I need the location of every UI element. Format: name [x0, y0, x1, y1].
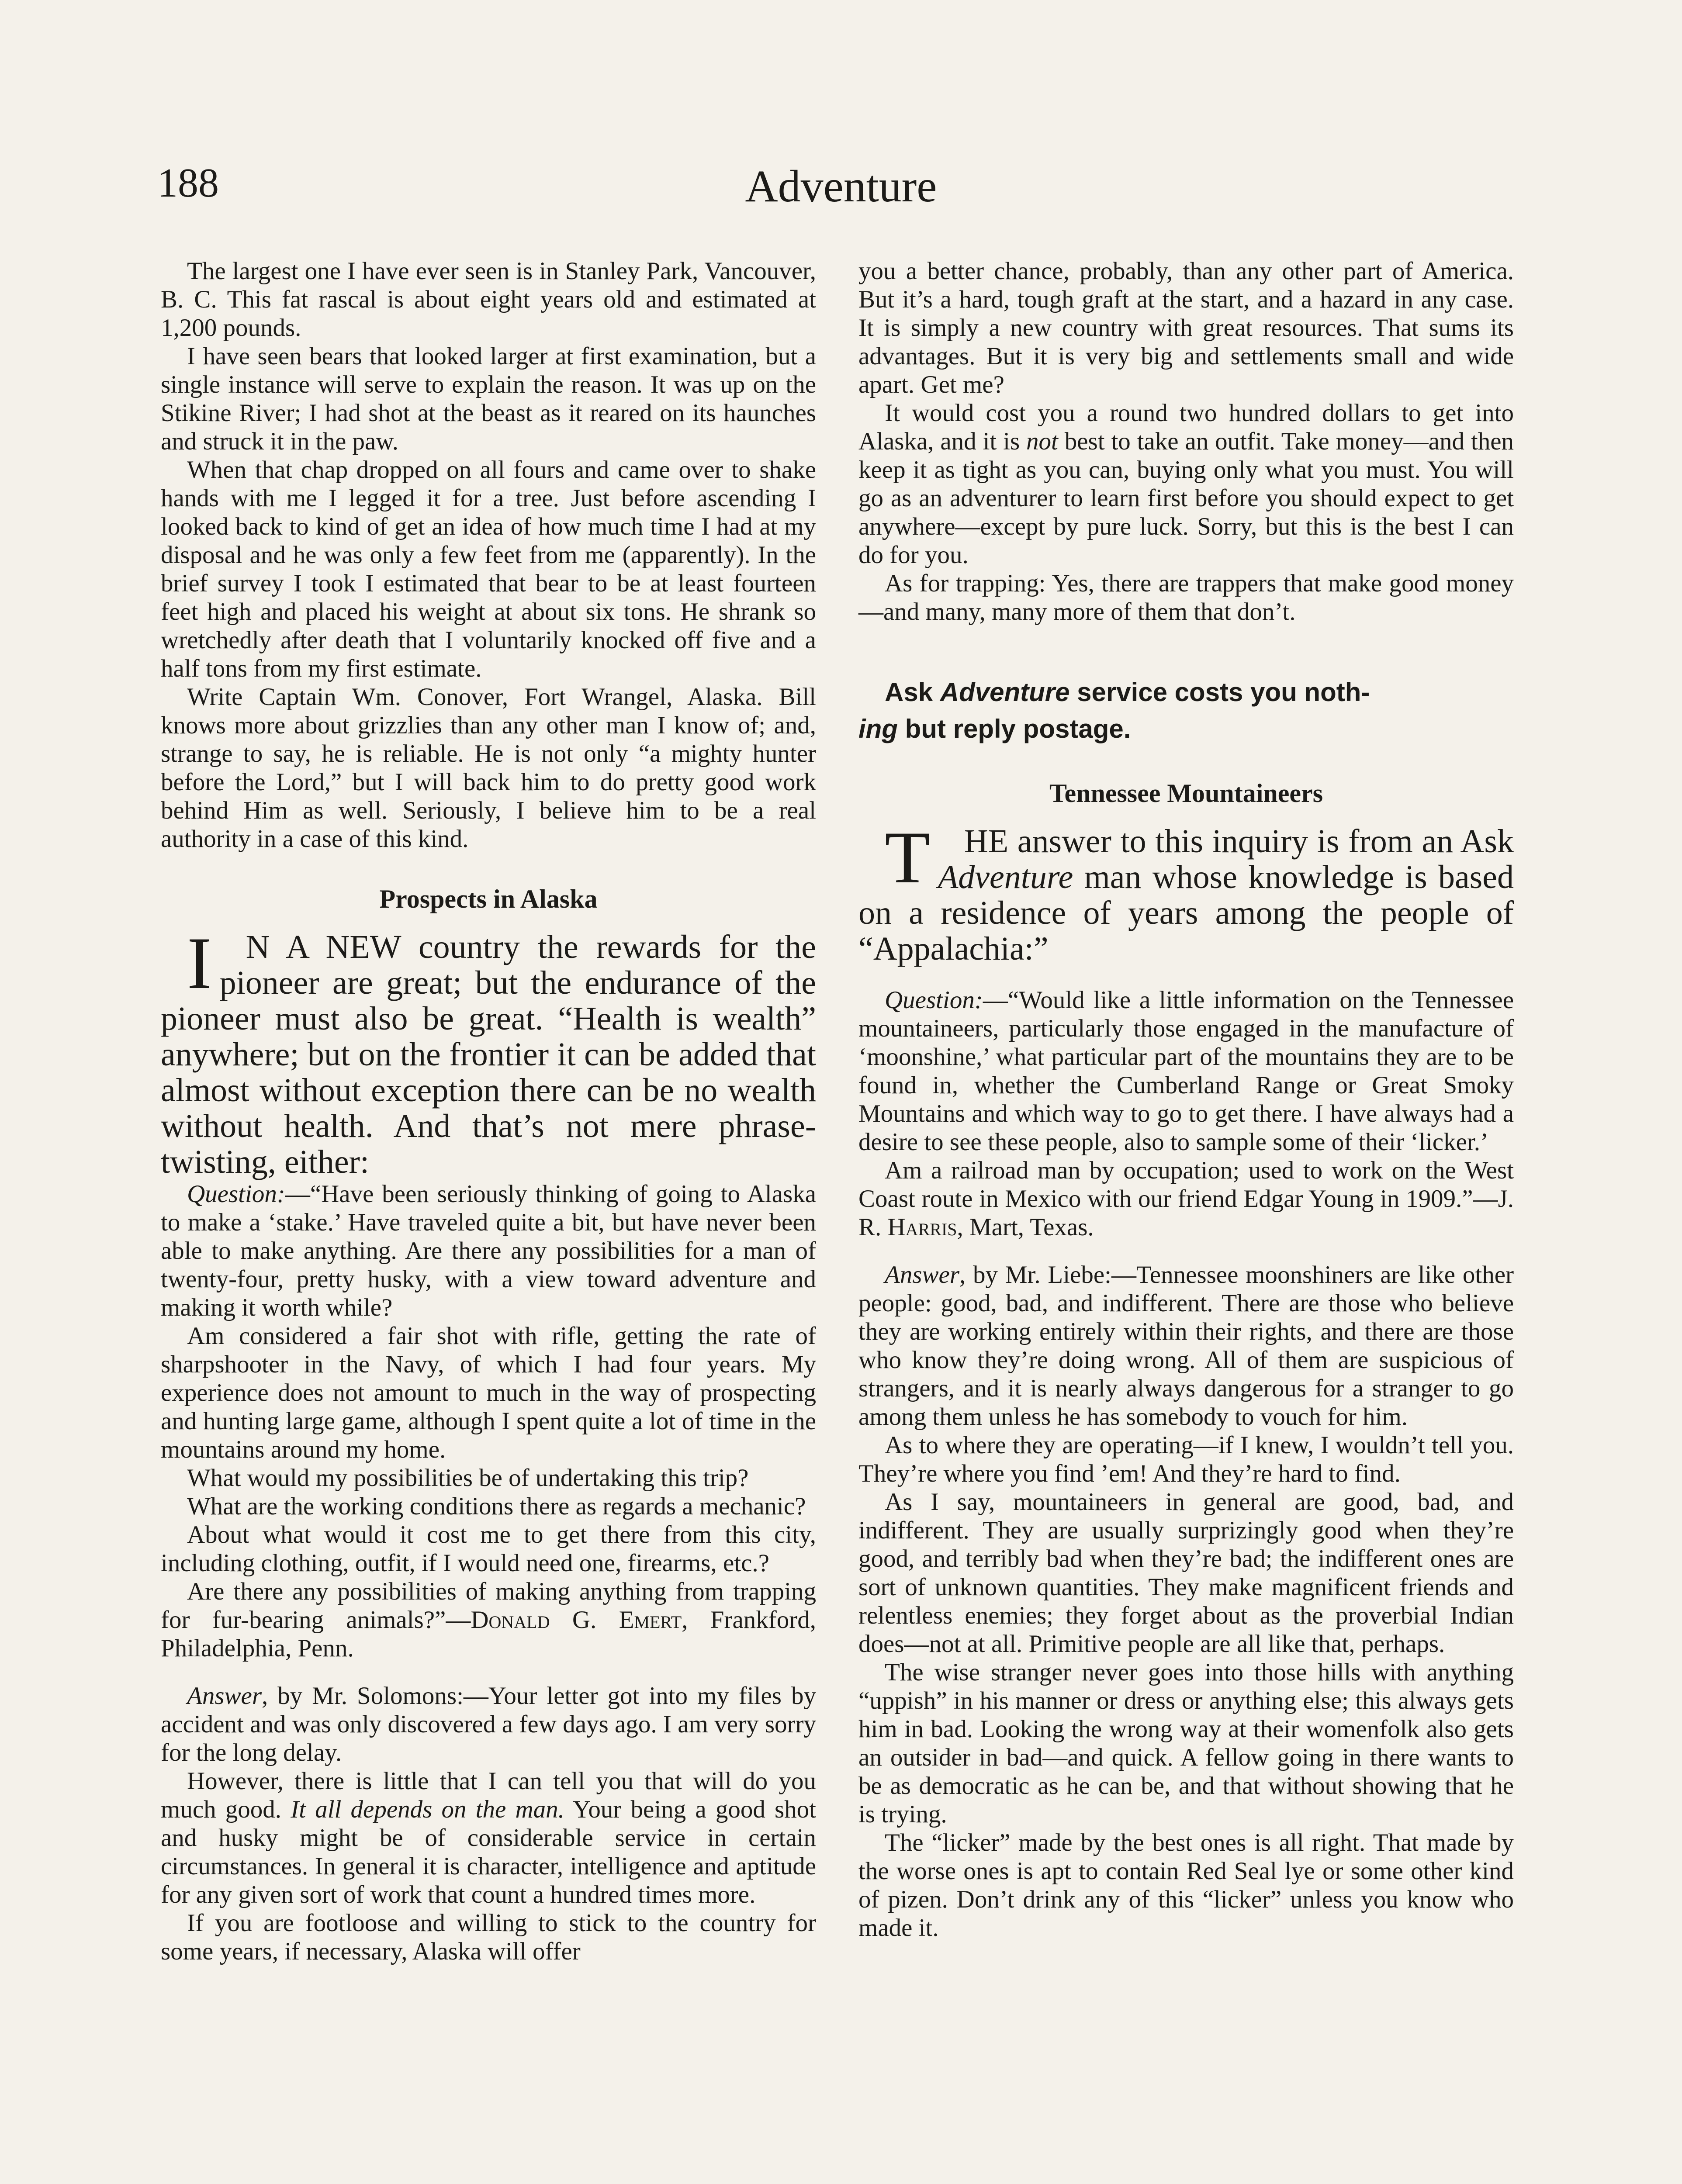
paragraph: The largest one I have ever seen is in Stanley Park, Vancouver, B. C. This fat rascal is about eight years old and estimated at 1,200 pounds.	[161, 257, 816, 342]
service-notice	[858, 674, 1514, 747]
running-head-title: Adventure	[745, 161, 937, 211]
question-text: —“Would like a little information on the Tennessee mountaineers, particularly those engaged in the manufacture of ‘moonshine,’ what particular part of the mountains they are to be found in, whether the Cumberland Range or Great Smoky Mountains and which way to go to get there. I have always had a desire to see these people, also to sample some of their ‘licker.’	[858, 986, 1514, 1156]
signature-name: J. R. Harris	[858, 1185, 1514, 1241]
paragraph: The “licker” made by the best ones is all right. That made by the worse ones is apt to contain Red Seal lye or some other kind of pizen. Don’t drink any of this “licker” unless you know who made it.	[858, 1829, 1514, 1942]
question-paragraph	[161, 1180, 816, 1322]
paragraph	[858, 1156, 1514, 1241]
text-run: man whose knowledge is based on a residence of years among the people of “Appalachia:”	[858, 859, 1514, 967]
paragraph: What are the working conditions there as regards a mechanic?	[187, 1493, 806, 1520]
lead-text: N A NEW country the rewards for the pioneer are great; but the endurance of the pioneer must also be great. “Health is wealth” anywhere; but on the frontier it can be added that almost without exception there can be no wealth without health. And that’s not mere phrase-twisting, either:	[161, 929, 816, 1180]
paragraph: Am considered a fair shot with rifle, getting the rate of sharpshooter in the Navy, of which I had four years. My experience does not amount to much in the way of prospecting and hunting large game, although I spent quite a lot of time in the mountains around my home.	[161, 1322, 816, 1463]
text-run: but reply postage.	[897, 714, 1131, 743]
signature-location: , Frankford, Philadelphia, Penn.	[161, 1606, 816, 1662]
question-text: Are there any possibilities of making anything from trapping for fur-bearing animals?”—	[161, 1578, 816, 1634]
paragraph: I have seen bears that looked larger at first examination, but a single instance will serve to explain the reason. It was up on the Stikine River; I had shot at the beast as it reared on its haunches and struck it in the paw.	[161, 342, 816, 455]
question-text: —“Have been seriously thinking of going to Alaska to make a ‘stake.’ Have traveled quite a bit, but have never been able to make anything. Are there any possibilities for a man of twenty-four, pretty husky, with a view toward adventure and making it worth while?	[161, 1180, 816, 1321]
paragraph: Write Captain Wm. Conover, Fort Wrangel, Alaska. Bill knows more about grizzlies than any other man I know of; and, strange to say, he is reliable. He is not only “a mighty hunter before the Lord,” but I will back him to do pretty good work behind Him as well. Seriously, I believe him to be a real authority in a case of this kind.	[161, 683, 816, 853]
paragraph: As to where they are operating—if I knew, I wouldn’t tell you. They’re where you find ’em! And they’re hard to find.	[858, 1431, 1514, 1487]
emphasis: It all depends on the man.	[291, 1796, 564, 1823]
text-run: Your being a good shot and husky might be of considerable service in certain circumstances. In general it is character, intelligence and aptitude for any given sort of work that count a hundred times more.	[161, 1796, 817, 1908]
answer-paragraph	[858, 1261, 1514, 1431]
emphasis: Adventure	[940, 677, 1070, 707]
page-number: 188	[157, 160, 219, 206]
emphasis: not	[1026, 428, 1058, 455]
text-run: service costs you noth-	[1069, 677, 1370, 707]
text-run: best to take an outfit. Take money—and then keep it as tight as you can, buying only what you must. You will go as an adventurer to learn first before you should expect to get anywhere—except by pure luck. Sorry, but this is the best I can do for you.	[858, 428, 1514, 569]
signature-location: , Mart, Texas.	[957, 1213, 1094, 1241]
lead-paragraph	[858, 816, 1514, 967]
paragraph	[161, 1767, 816, 1909]
emphasis: Adventure	[938, 859, 1073, 895]
left-column	[161, 257, 816, 1966]
paragraph: As for trapping: Yes, there are trappers that make good money—and many, many more of them that don’t.	[858, 570, 1514, 625]
paragraph	[858, 399, 1514, 569]
lead-paragraph	[161, 922, 816, 1180]
question-label: Question:	[187, 1180, 285, 1208]
answer-text: , by Mr. Solomons:—Your letter got into my files by accident and was only discovered a few days ago. I am very sorry for the long delay.	[161, 1682, 816, 1766]
question-paragraph	[858, 986, 1514, 1156]
text-run: HE answer to this inquiry is from an Ask	[964, 823, 1514, 860]
answer-label: Answer	[885, 1261, 959, 1289]
paragraph: About what would it cost me to get there from this city, including clothing, outfit, if I would need one, firearms, etc.?	[161, 1521, 816, 1577]
answer-label: Answer	[187, 1682, 262, 1710]
text-run: However, there is little that I can tell you that will do you much good.	[161, 1767, 816, 1823]
drop-cap: T	[885, 816, 930, 898]
text-run: It would cost you a round two hundred dollars to get into Alaska, and it is	[858, 399, 1514, 455]
drop-cap: I	[187, 922, 212, 1004]
paragraph: you a better chance, probably, than any other part of America. But it’s a hard, tough graft at the start, and a hazard in any case. It is simply a new country with great resources. That sums its advantages. But it is very big and settlements small and wide apart. Get me?	[858, 257, 1514, 398]
answer-text: , by Mr. Liebe:—Tennessee moonshiners are like other people: good, bad, and indifferent. There are those who believe they are working entirely within their rights, and there are those who know they’re doing wrong. All of them are suspicious of strangers, and it is nearly always dangerous for a stranger to go among them unless he has somebody to vouch for him.	[858, 1261, 1514, 1431]
paragraph: If you are footloose and willing to stick to the country for some years, if necessary, Alaska will offer	[161, 1909, 816, 1965]
signature-name: Donald G. Emert	[471, 1606, 682, 1634]
question-label: Question:	[885, 986, 983, 1014]
section-heading-prospects-in-alaska: Prospects in Alaska	[379, 885, 598, 913]
paragraph: What would my possibilities be of undertaking this trip?	[187, 1464, 749, 1492]
answer-paragraph	[161, 1682, 816, 1767]
emphasis: ing	[858, 714, 898, 743]
section-heading-tennessee-mountaineers: Tennessee Mountaineers	[1049, 779, 1323, 808]
right-column	[858, 257, 1514, 1942]
paragraph: When that chap dropped on all fours and came over to shake hands with me I legged it for a tree. Just before ascending I looked back to kind of get an idea of how much time I had at my disposal and he was only a few feet from me (apparently). In the brief survey I took I estimated that bear to be at least fourteen feet high and placed his weight at about six tons. He shrank so wretchedly after death that I voluntarily knocked off five and a half tons from my first estimate.	[161, 456, 816, 682]
paragraph	[161, 1577, 816, 1662]
paragraph: The wise stranger never goes into those hills with anything “uppish” in his manner or dress or anything else; this always gets him in bad. Looking the wrong way at their womenfolk also gets an outsider in bad—and quick. A fellow going in there wants to be as democratic as he can be, and that without showing that he is trying.	[858, 1659, 1514, 1828]
text-run: Am a railroad man by occupation; used to work on the West Coast route in Mexico with our friend Edgar Young in 1909.”—	[858, 1157, 1514, 1213]
text-run: Ask	[885, 677, 940, 707]
paragraph: As I say, mountaineers in general are good, bad, and indifferent. They are usually surprizingly good when they’re good, and terribly bad when they’re bad; the indifferent ones are sort of unknown quantities. They make magnificent friends and relentless enemies; they forget about as the proverbial Indian does—not at all. Primitive people are all like that, perhaps.	[858, 1488, 1514, 1658]
